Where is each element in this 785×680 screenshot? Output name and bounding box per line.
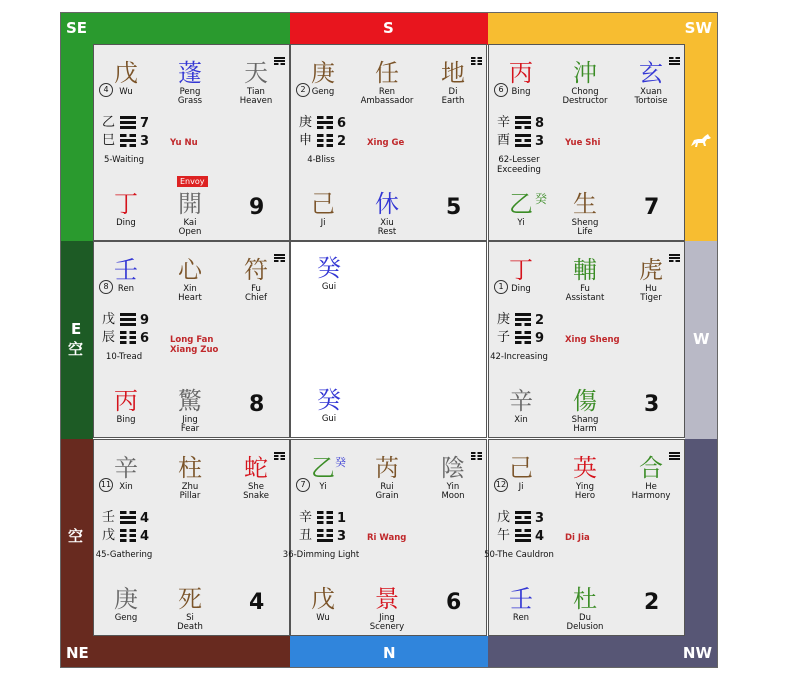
hexagram-stem-0: 壬 bbox=[102, 510, 116, 525]
door-char: 傷 bbox=[573, 387, 597, 415]
palace-luoshu-number: 8 bbox=[249, 392, 265, 417]
hexagram-number-0: 9 bbox=[140, 313, 150, 328]
hexagram-number-1: 6 bbox=[140, 331, 150, 346]
palace-cell-sw[interactable] bbox=[488, 44, 685, 241]
hexagram-lines-0 bbox=[317, 116, 333, 131]
hexagram-lines-0 bbox=[515, 116, 531, 131]
earth-stem: 庚 bbox=[114, 585, 138, 613]
band-w bbox=[685, 241, 717, 439]
hexagram-lines-0 bbox=[515, 313, 531, 328]
door-pinyin: Si bbox=[186, 613, 194, 623]
hexagram-lines-1 bbox=[515, 134, 531, 149]
heaven-stem-pinyin: Geng bbox=[311, 87, 335, 97]
hexagram-number-0: 6 bbox=[337, 116, 347, 131]
hexagram-number-0: 3 bbox=[535, 511, 545, 526]
door-english: Life bbox=[577, 227, 593, 237]
palace-cell-w[interactable] bbox=[488, 241, 685, 438]
star-char: 沖 bbox=[573, 59, 597, 87]
star-english: Assistant bbox=[565, 293, 605, 303]
heaven-stem-pinyin: Ren bbox=[117, 284, 135, 294]
star-english: Hero bbox=[574, 491, 596, 501]
god-char: 符 bbox=[244, 256, 268, 284]
earth-stem-pinyin: Wu bbox=[316, 613, 330, 623]
band-se-side bbox=[61, 44, 93, 241]
palace-luoshu-number: 2 bbox=[644, 590, 660, 615]
star-char: 蓬 bbox=[178, 59, 202, 87]
door-english: Rest bbox=[377, 227, 397, 237]
star-pinyin: Fu bbox=[580, 284, 590, 294]
palace-luoshu-number: 5 bbox=[446, 195, 462, 220]
god-char: 玄 bbox=[639, 59, 663, 87]
god-char: 天 bbox=[244, 59, 268, 87]
star-char: 任 bbox=[375, 59, 399, 87]
palace-luoshu-number: 4 bbox=[249, 590, 265, 615]
god-pinyin: Fu bbox=[251, 284, 261, 294]
trigram-icon bbox=[274, 254, 285, 263]
god-pinyin: She bbox=[247, 482, 264, 492]
god-english: Harmony bbox=[631, 491, 671, 501]
earth-stem: 戊 bbox=[311, 585, 335, 613]
heaven-stem: 己 bbox=[509, 454, 533, 482]
band-sw-side bbox=[685, 44, 717, 241]
hexagram-name: 45-Gathering bbox=[95, 550, 153, 560]
hexagram-lines-1 bbox=[120, 529, 136, 544]
formation-label: Di Jia bbox=[565, 533, 590, 543]
god-char: 蛇 bbox=[244, 454, 268, 482]
hexagram-stem-1: 巳 bbox=[102, 133, 116, 148]
formation-label: Long Fan bbox=[170, 335, 214, 345]
god-english: Tortoise bbox=[634, 96, 668, 106]
dir-label-s: S bbox=[383, 19, 394, 37]
god-english: Earth bbox=[441, 96, 465, 106]
dir-label-n: N bbox=[383, 644, 396, 662]
band-e bbox=[61, 241, 93, 439]
earth-stem: 乙 bbox=[509, 190, 533, 218]
band-n bbox=[290, 636, 488, 667]
horse-icon bbox=[689, 132, 713, 152]
star-char: 心 bbox=[178, 256, 202, 284]
envoy-badge: Envoy bbox=[177, 176, 208, 187]
center-top-pinyin: Gui bbox=[321, 282, 337, 292]
door-pinyin: Xiu bbox=[380, 218, 394, 228]
hexagram-stem-1: 午 bbox=[497, 528, 511, 543]
god-english: Tiger bbox=[640, 293, 662, 303]
earth-stem-pinyin: Ren bbox=[512, 613, 530, 623]
star-pinyin: Chong bbox=[571, 87, 599, 97]
band-se bbox=[61, 13, 290, 45]
palace-cell-n[interactable] bbox=[282, 439, 487, 636]
earth-stem-extra: 癸 bbox=[535, 192, 548, 206]
empty-marker-ne: 空 bbox=[68, 527, 84, 545]
hexagram-stem-0: 庚 bbox=[299, 115, 313, 130]
palace-number-circle: 6 bbox=[494, 83, 508, 97]
earth-stem-pinyin: Ji bbox=[320, 218, 326, 228]
god-char: 陰 bbox=[441, 454, 465, 482]
star-pinyin: Peng bbox=[179, 87, 201, 97]
heaven-stem-pinyin: Wu bbox=[119, 87, 133, 97]
empty-marker-e: 空 bbox=[68, 340, 84, 358]
door-char: 生 bbox=[573, 190, 597, 218]
door-char: 開 bbox=[178, 190, 202, 218]
hexagram-stem-1: 丑 bbox=[299, 528, 313, 543]
door-char: 杜 bbox=[573, 585, 597, 613]
door-char: 驚 bbox=[178, 387, 202, 415]
god-pinyin: Di bbox=[448, 87, 458, 97]
star-char: 柱 bbox=[178, 454, 202, 482]
dir-label-sw: SW bbox=[684, 19, 712, 37]
hexagram-number-1: 2 bbox=[337, 134, 347, 149]
hexagram-number-0: 4 bbox=[140, 511, 150, 526]
door-char: 死 bbox=[178, 585, 202, 613]
god-pinyin: Hu bbox=[645, 284, 657, 294]
palace-number-circle: 2 bbox=[296, 83, 310, 97]
earth-stem: 己 bbox=[311, 190, 335, 218]
door-char: 休 bbox=[375, 190, 399, 218]
star-pinyin: Xin bbox=[183, 284, 197, 294]
god-char: 虎 bbox=[639, 256, 663, 284]
hexagram-stem-1: 酉 bbox=[497, 133, 511, 148]
star-english: Grain bbox=[375, 491, 399, 501]
door-english: Fear bbox=[180, 424, 200, 434]
god-english: Snake bbox=[243, 491, 269, 501]
door-pinyin: Shang bbox=[571, 415, 599, 425]
hexagram-number-0: 2 bbox=[535, 313, 545, 328]
palace-number-circle: 11 bbox=[99, 478, 113, 492]
hexagram-number-0: 1 bbox=[337, 511, 347, 526]
door-english: Scenery bbox=[369, 622, 405, 632]
trigram-icon bbox=[669, 57, 680, 66]
center-bottom-pinyin: Gui bbox=[321, 414, 337, 424]
earth-stem-pinyin: Xin bbox=[514, 415, 528, 425]
heaven-stem-extra: 癸 bbox=[335, 456, 346, 469]
door-pinyin: Sheng bbox=[571, 218, 599, 228]
palace-luoshu-number: 7 bbox=[644, 195, 660, 220]
earth-stem-pinyin: Yi bbox=[517, 218, 525, 228]
palace-cell-e[interactable] bbox=[93, 241, 290, 438]
hexagram-number-0: 7 bbox=[140, 116, 150, 131]
heaven-stem: 戊 bbox=[114, 59, 138, 87]
heaven-stem: 丁 bbox=[509, 256, 533, 284]
hexagram-stem-0: 庚 bbox=[497, 312, 511, 327]
hexagram-lines-1 bbox=[515, 529, 531, 544]
star-pinyin: Rui bbox=[380, 482, 394, 492]
hexagram-lines-0 bbox=[120, 511, 136, 526]
star-english: Ambassador bbox=[360, 96, 414, 106]
earth-stem: 丁 bbox=[114, 190, 138, 218]
trigram-icon bbox=[274, 452, 285, 461]
earth-stem: 丙 bbox=[114, 387, 138, 415]
god-english: Chief bbox=[245, 293, 267, 303]
formation-label: Xing Ge bbox=[367, 138, 405, 148]
dir-label-nw: NW bbox=[682, 644, 712, 662]
hexagram-stem-0: 辛 bbox=[497, 115, 511, 130]
door-pinyin: Du bbox=[579, 613, 591, 623]
hexagram-number-0: 8 bbox=[535, 116, 545, 131]
palace-number-circle: 12 bbox=[494, 478, 508, 492]
hexagram-name: 42-Increasing bbox=[490, 352, 548, 362]
god-english: Moon bbox=[441, 491, 465, 501]
hexagram-stem-1: 戊 bbox=[102, 528, 116, 543]
hexagram-name: 4-Bliss bbox=[307, 155, 335, 165]
hexagram-stem-0: 乙 bbox=[102, 115, 116, 130]
star-char: 輔 bbox=[573, 256, 597, 284]
hexagram-lines-0 bbox=[515, 511, 531, 526]
band-nw bbox=[488, 636, 717, 667]
god-pinyin: Yin bbox=[446, 482, 460, 492]
dir-label-se: SE bbox=[66, 19, 88, 37]
palace-cell-nw[interactable] bbox=[484, 439, 685, 636]
hexagram-lines-0 bbox=[120, 116, 136, 131]
palace-number-circle: 1 bbox=[494, 280, 508, 294]
door-english: Delusion bbox=[566, 622, 604, 632]
trigram-icon bbox=[669, 254, 680, 263]
trigram-icon bbox=[274, 57, 285, 66]
hexagram-stem-0: 辛 bbox=[299, 510, 313, 525]
band-ne bbox=[61, 636, 290, 667]
center-top-stem: 癸 bbox=[317, 254, 341, 282]
palace-number-circle: 7 bbox=[296, 478, 310, 492]
hexagram-name: 5-Waiting bbox=[103, 155, 145, 165]
earth-stem: 壬 bbox=[509, 585, 533, 613]
earth-stem-pinyin: Bing bbox=[116, 415, 136, 425]
heaven-stem: 乙 bbox=[311, 454, 335, 482]
door-char: 景 bbox=[375, 585, 399, 613]
hexagram-stem-1: 申 bbox=[299, 133, 313, 148]
palace-luoshu-number: 6 bbox=[446, 590, 462, 615]
star-pinyin: Ying bbox=[575, 482, 595, 492]
trigram-icon bbox=[471, 452, 482, 461]
earth-stem-pinyin: Geng bbox=[114, 613, 138, 623]
formation-label: Xing Sheng bbox=[565, 335, 620, 345]
palace-cell-s[interactable] bbox=[290, 44, 487, 241]
hexagram-lines-1 bbox=[120, 134, 136, 149]
hexagram-name: 62-Lesser Exceeding bbox=[497, 155, 541, 175]
trigram-icon bbox=[471, 57, 482, 66]
heaven-stem-pinyin: Ji bbox=[518, 482, 524, 492]
hexagram-stem-1: 辰 bbox=[102, 330, 116, 345]
heaven-stem: 壬 bbox=[114, 256, 138, 284]
star-char: 芮 bbox=[375, 454, 399, 482]
star-english: Grass bbox=[177, 96, 203, 106]
heaven-stem-pinyin: Xin bbox=[119, 482, 133, 492]
palace-number-circle: 8 bbox=[99, 280, 113, 294]
center-bottom-stem: 癸 bbox=[317, 386, 341, 414]
formation-label: Ri Wang bbox=[367, 533, 407, 543]
formation-label: Yu Nu bbox=[170, 138, 198, 148]
door-english: Death bbox=[177, 622, 203, 632]
heaven-stem: 辛 bbox=[114, 454, 138, 482]
palace-luoshu-number: 3 bbox=[644, 392, 660, 417]
earth-stem-pinyin: Ding bbox=[116, 218, 136, 228]
palace-number-circle: 4 bbox=[99, 83, 113, 97]
door-pinyin: Jing bbox=[379, 613, 395, 623]
door-english: Open bbox=[178, 227, 202, 237]
god-pinyin: He bbox=[645, 482, 657, 492]
god-pinyin: Xuan bbox=[640, 87, 662, 97]
hexagram-number-1: 4 bbox=[535, 529, 545, 544]
hexagram-number-1: 9 bbox=[535, 331, 545, 346]
heaven-stem-pinyin: Bing bbox=[511, 87, 531, 97]
god-english: Heaven bbox=[239, 96, 273, 106]
god-char: 合 bbox=[639, 454, 663, 482]
formation-label-2: Xiang Zuo bbox=[170, 345, 219, 355]
hexagram-number-1: 4 bbox=[140, 529, 150, 544]
band-nw-side bbox=[685, 439, 717, 636]
hexagram-lines-1 bbox=[317, 134, 333, 149]
heaven-stem-pinyin: Yi bbox=[319, 482, 327, 492]
hexagram-lines-0 bbox=[317, 511, 333, 526]
dir-label-w: W bbox=[693, 330, 710, 348]
palace-cell-c[interactable] bbox=[290, 241, 487, 438]
star-english: Destructor bbox=[562, 96, 608, 106]
hexagram-name: 50-The Cauldron bbox=[484, 550, 554, 560]
band-ne-side bbox=[61, 439, 93, 636]
hexagram-number-1: 3 bbox=[535, 134, 545, 149]
hexagram-stem-1: 子 bbox=[497, 330, 511, 345]
star-pinyin: Ren bbox=[378, 87, 396, 97]
star-english: Pillar bbox=[179, 491, 201, 501]
hexagram-lines-1 bbox=[515, 331, 531, 346]
hexagram-stem-0: 戊 bbox=[497, 510, 511, 525]
hexagram-lines-1 bbox=[317, 529, 333, 544]
hexagram-name: 10-Tread bbox=[105, 352, 143, 362]
hexagram-lines-1 bbox=[120, 331, 136, 346]
trigram-icon bbox=[669, 452, 680, 461]
hexagram-name: 36-Dimming Light bbox=[282, 550, 360, 560]
heaven-stem-pinyin: Ding bbox=[511, 284, 531, 294]
palace-luoshu-number: 9 bbox=[249, 195, 265, 220]
star-english: Heart bbox=[178, 293, 202, 303]
god-pinyin: Tian bbox=[247, 87, 265, 97]
heaven-stem: 丙 bbox=[509, 59, 533, 87]
god-char: 地 bbox=[441, 59, 465, 87]
formation-label: Yue Shi bbox=[565, 138, 601, 148]
hexagram-lines-0 bbox=[120, 313, 136, 328]
palace-cell-ne[interactable] bbox=[93, 439, 290, 636]
star-char: 英 bbox=[573, 454, 597, 482]
dir-label-e: E bbox=[71, 320, 82, 338]
band-sw bbox=[488, 13, 717, 45]
door-pinyin: Kai bbox=[183, 218, 197, 228]
hexagram-stem-0: 戊 bbox=[102, 312, 116, 327]
palace-cell-se[interactable] bbox=[93, 44, 290, 241]
door-english: Harm bbox=[573, 424, 597, 434]
heaven-stem: 庚 bbox=[311, 59, 335, 87]
star-pinyin: Zhu bbox=[181, 482, 199, 492]
earth-stem: 辛 bbox=[509, 387, 533, 415]
band-s bbox=[290, 13, 488, 45]
door-pinyin: Jing bbox=[182, 415, 198, 425]
hexagram-number-1: 3 bbox=[140, 134, 150, 149]
hexagram-number-1: 3 bbox=[337, 529, 347, 544]
dir-label-ne: NE bbox=[66, 644, 89, 662]
